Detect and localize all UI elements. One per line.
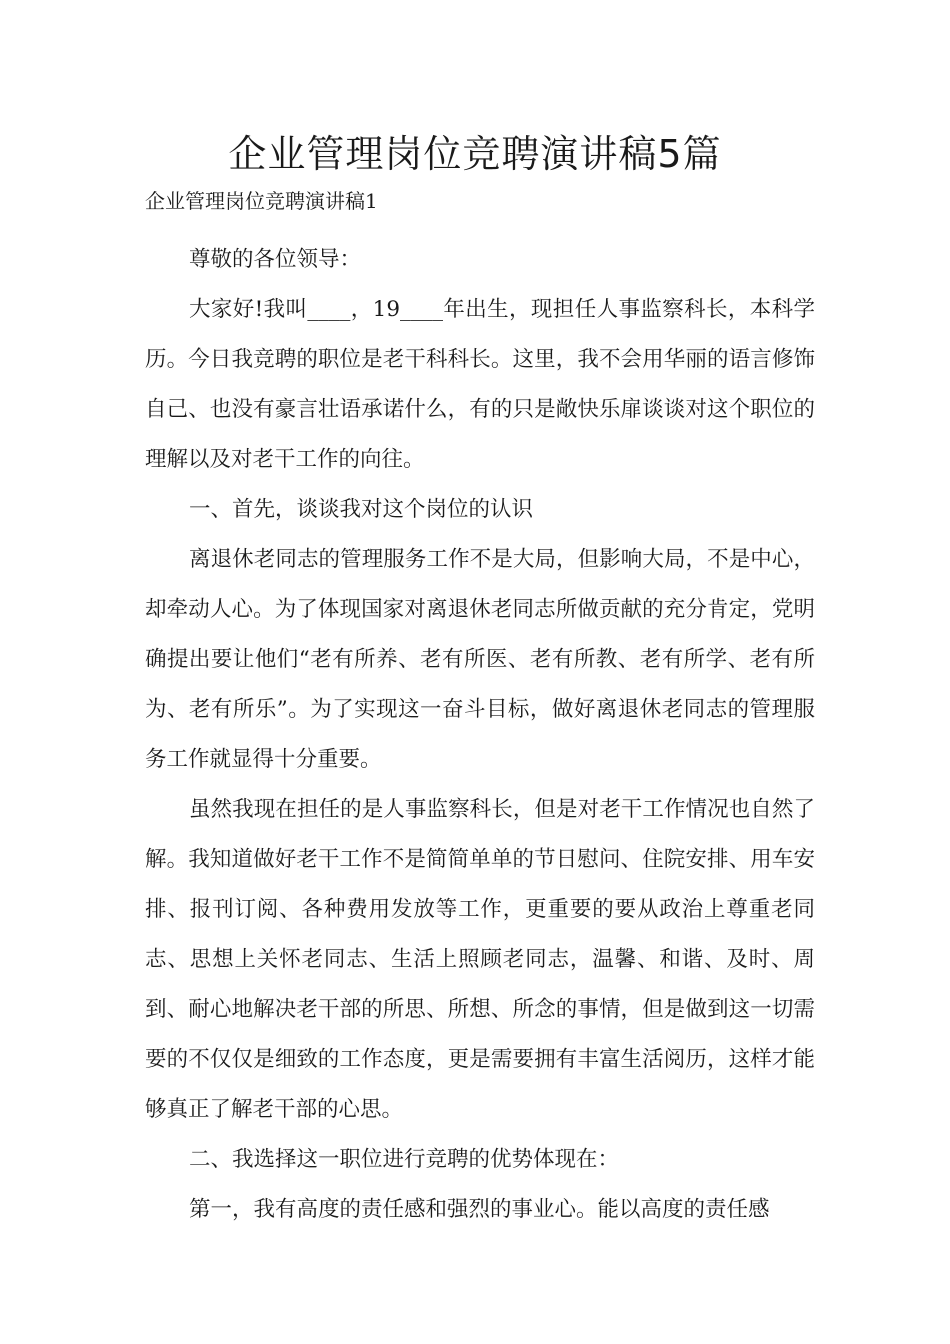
paragraph-advantage-1: 第一，我有高度的责任感和强烈的事业心。能以高度的责任感 (189, 1197, 770, 1222)
section-heading-2: 二、我选择这一职位进行竞聘的优势体现在： (189, 1147, 620, 1172)
document-subtitle: 企业管理岗位竞聘演讲稿1 (145, 189, 378, 213)
document-title: 企业管理岗位竞聘演讲稿5篇 (228, 132, 722, 176)
paragraph-introduction: 大家好!我叫____，19____年出生，现担任人事监察科长，本科学历。今日我竞聘的职位是老干科科长。这里，我不会用华丽的语言修饰自己、也没有豪言壮语承诺什么，有的只是敞快乐扉谈谈对这个职位的理解以及对老干工作的向往。 (145, 297, 815, 472)
paragraph-salutation: 尊敬的各位领导： (189, 247, 362, 272)
document-body (145, 235, 815, 1235)
paragraph-role-understanding: 离退休老同志的管理服务工作不是大局，但影响大局，不是中心，却牵动人心。为了体现国家对离退休老同志所做贡献的充分肯定，党明确提出要让他们“老有所养、老有所医、老有所教、老有所学、老有所为、老有所乐”。为了实现这一奋斗目标，做好离退休老同志的管理服务工作就显得十分重要。 (145, 547, 815, 772)
section-heading-1: 一、首先，谈谈我对这个岗位的认识 (189, 497, 534, 522)
paragraph-work-knowledge: 虽然我现在担任的是人事监察科长，但是对老干工作情况也自然了解。我知道做好老干工作不是简简单单的节日慰问、住院安排、用车安排、报刊订阅、各种费用发放等工作，更重要的要从政治上尊重老同志、思想上关怀老同志、生活上照顾老同志，温馨、和谐、及时、周到、耐心地解决老干部的所思、所想、所念的事情，但是做到这一切需要的不仅仅是细致的工作态度，更是需要拥有丰富生活阅历，这样才能够真正了解老干部的心思。 (145, 797, 815, 1122)
